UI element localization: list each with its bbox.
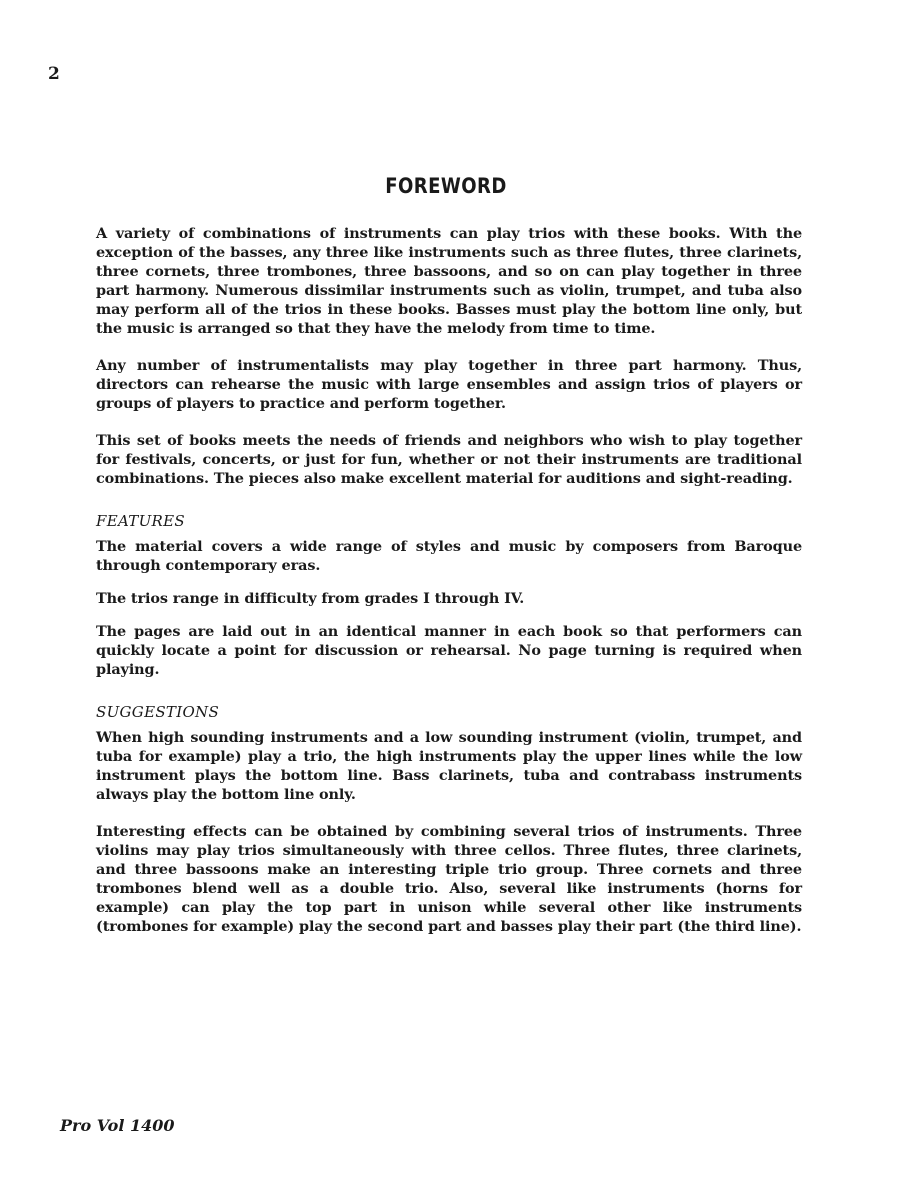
features-paragraph-3: The pages are laid out in an identical manner in each book so that performers can quickly locate a point for discussion or rehearsal. No page turning is required when playing. xyxy=(96,623,802,678)
features-paragraph-1: The material covers a wide range of styles and music by composers from Baroque through contemporary eras. xyxy=(96,538,802,574)
features-heading: FEATURES xyxy=(96,512,185,530)
intro-paragraph-3: This set of books meets the needs of friends and neighbors who wish to play together for festivals, concerts, or just for fun, whether or not their instruments are traditional combinations. The pieces also make excellent material for auditions and sight-reading. xyxy=(96,432,802,487)
footer-catalog-number: Pro Vol 1400 xyxy=(60,1116,175,1135)
features-paragraph-2: The trios range in difficulty from grades I through IV. xyxy=(96,590,525,607)
suggestions-heading: SUGGESTIONS xyxy=(96,703,220,721)
suggestions-paragraph-2: Interesting effects can be obtained by combining several trios of instruments. Three violins may play trios simultaneously with three cellos. Three flutes, three clarinets, and three bassoons make an interesting triple trio group. Three cornets and three trombones blend well as a double trio. Also, several like instruments (horns for example) can play the top part in unison while several other like instruments (trombones for example) play the second part and basses play their part (the third line). xyxy=(96,823,802,935)
page-number: 2 xyxy=(48,64,60,84)
foreword-body xyxy=(96,224,802,936)
suggestions-paragraph-1: When high sounding instruments and a low sounding instrument (violin, trumpet, and tuba for example) play a trio, the high instruments play the upper lines while the low instrument plays the bottom line. Bass clarinets, tuba and contrabass instruments always play the bottom line only. xyxy=(96,729,802,803)
intro-paragraph-2: Any number of instrumentalists may play together in three part harmony. Thus, directors can rehearse the music with large ensembles and assign trios of players or groups of players to practice and perform together. xyxy=(96,357,802,412)
intro-paragraph-1: A variety of combinations of instruments can play trios with these books. With the exception of the basses, any three like instruments such as three flutes, three clarinets, three cornets, three trombones, three bassoons, and so on can play together in three part harmony. Numerous dissimilar instruments such as violin, trumpet, and tuba also may perform all of the trios in these books. Basses must play the bottom line only, but the music is arranged so that they have the melody from time to time. xyxy=(96,225,802,337)
page-title: FOREWORD xyxy=(385,174,507,198)
